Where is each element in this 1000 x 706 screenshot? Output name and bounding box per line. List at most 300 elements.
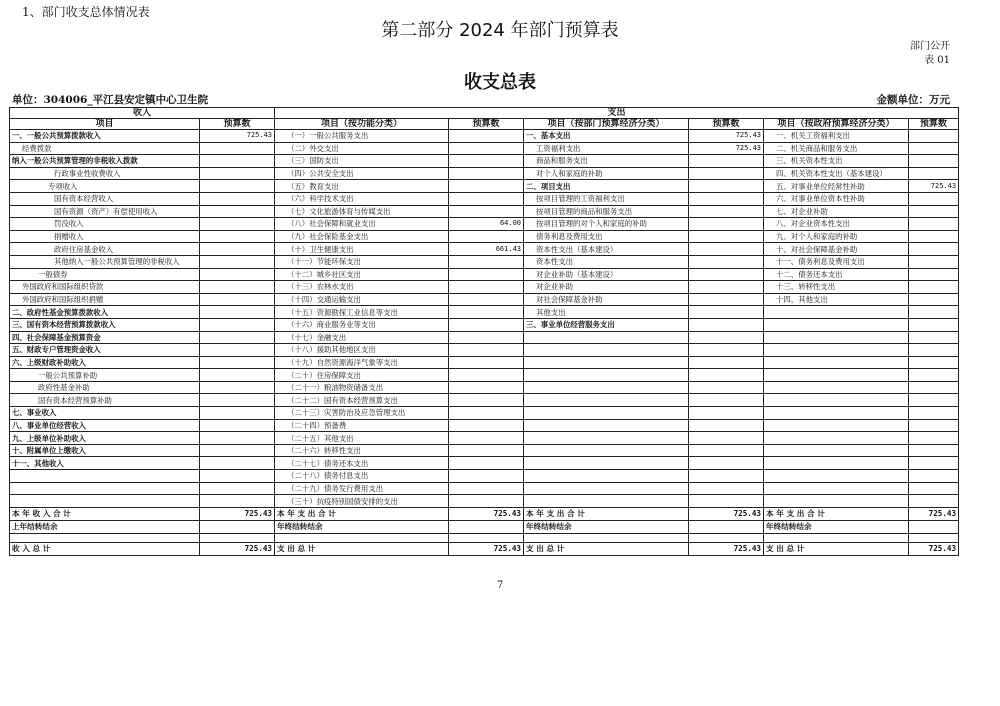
blank-cell <box>200 533 275 542</box>
gov-econ-item-cell <box>764 495 909 508</box>
part-title: 第二部分 2024 年部门预算表 <box>381 20 619 41</box>
gov-econ-amount-cell <box>909 243 959 256</box>
dept-econ-item-cell <box>524 407 689 420</box>
gov-econ-item-cell: 一、机关工资福利支出 <box>764 130 909 143</box>
dept-econ-item-cell <box>524 356 689 369</box>
summary-row <box>10 520 959 533</box>
dept-econ-amount-cell <box>689 495 764 508</box>
gov-econ-amount-cell <box>909 470 959 483</box>
func-amount-cell <box>449 142 524 155</box>
income-item-cell: 国有资本经营预算补助 <box>10 394 200 407</box>
income-amount-cell <box>200 180 275 193</box>
income-amount-cell <box>200 192 275 205</box>
grand-expense-label: 支 出 总 计 <box>524 542 689 555</box>
gov-econ-item-cell <box>764 407 909 420</box>
func-item-cell: （九）社会保险基金支出 <box>275 230 449 243</box>
gov-econ-amount-cell <box>909 482 959 495</box>
table-row <box>10 281 959 294</box>
dept-econ-amount-cell <box>689 318 764 331</box>
gov-econ-item-cell: 三、机关资本性支出 <box>764 155 909 168</box>
carry-in-label: 上年结转结余 <box>10 520 200 533</box>
func-amount-cell <box>449 381 524 394</box>
income-amount-cell <box>200 318 275 331</box>
func-amount-cell <box>449 268 524 281</box>
table-row <box>10 318 959 331</box>
expense-total-label: 本 年 支 出 合 计 <box>764 507 909 520</box>
dept-econ-amount-cell <box>689 180 764 193</box>
func-amount-cell: 64.00 <box>449 218 524 231</box>
func-amount-cell <box>449 432 524 445</box>
dept-econ-amount-cell <box>689 255 764 268</box>
func-amount-cell <box>449 230 524 243</box>
table-row <box>10 432 959 445</box>
func-amount-cell <box>449 457 524 470</box>
currency-label: 金额单位：万元 <box>876 94 950 106</box>
income-total-label: 本 年 收 入 合 计 <box>10 507 200 520</box>
func-item-cell: （十八）援助其他地区支出 <box>275 344 449 357</box>
gov-econ-amount-cell <box>909 381 959 394</box>
gov-econ-amount-cell <box>909 432 959 445</box>
summary-row <box>10 533 959 542</box>
dept-econ-item-cell <box>524 394 689 407</box>
income-amount-cell <box>200 457 275 470</box>
func-amount-cell <box>449 281 524 294</box>
income-item-cell <box>10 495 200 508</box>
income-item-cell: 专项收入 <box>10 180 200 193</box>
income-item-cell: 一般公共预算补助 <box>10 369 200 382</box>
func-item-cell: （三十）抗疫特别国债安排的支出 <box>275 495 449 508</box>
func-item-cell: （八）社会保障和就业支出 <box>275 218 449 231</box>
func-amount-cell <box>449 205 524 218</box>
func-item-cell: （二十三）灾害防治及应急管理支出 <box>275 407 449 420</box>
gov-econ-amount-cell <box>909 167 959 180</box>
func-item-cell: （二十一）粮油物资储备支出 <box>275 381 449 394</box>
table-row <box>10 230 959 243</box>
dept-econ-item-cell: 对企业补助（基本建设） <box>524 268 689 281</box>
dept-econ-amount-cell <box>689 394 764 407</box>
blank-cell <box>275 533 449 542</box>
gov-econ-amount-cell <box>909 407 959 420</box>
dept-econ-item-cell: 二、项目支出 <box>524 180 689 193</box>
table-row <box>10 243 959 256</box>
budget-summary-table <box>9 107 959 556</box>
income-amount-cell: 725.43 <box>200 130 275 143</box>
income-item-cell: 其他纳入一般公共预算管理的非税收入 <box>10 255 200 268</box>
dept-econ-amount-cell <box>689 331 764 344</box>
income-amount-cell <box>200 218 275 231</box>
income-item-cell: 政府住房基金收入 <box>10 243 200 256</box>
gov-econ-item-cell <box>764 306 909 319</box>
carry-in-value <box>200 520 275 533</box>
func-amount-cell <box>449 180 524 193</box>
income-amount-cell <box>200 482 275 495</box>
dept-econ-item-cell <box>524 419 689 432</box>
income-amount-cell <box>200 167 275 180</box>
dept-econ-amount-cell <box>689 444 764 457</box>
gov-econ-item-cell: 七、对企业补助 <box>764 205 909 218</box>
gov-econ-amount-cell <box>909 419 959 432</box>
dept-econ-amount-cell: 725.43 <box>689 142 764 155</box>
func-item-cell: （二十八）债务付息支出 <box>275 470 449 483</box>
dept-econ-amount-cell <box>689 344 764 357</box>
gov-econ-amount-cell <box>909 268 959 281</box>
func-amount-cell <box>449 470 524 483</box>
income-item-cell: 纳入一般公共预算管理的非税收入拨款 <box>10 155 200 168</box>
blank-cell <box>689 533 764 542</box>
gov-econ-amount-cell <box>909 130 959 143</box>
income-item-cell: 一般债券 <box>10 268 200 281</box>
func-item-cell: （一）一般公共服务支出 <box>275 130 449 143</box>
func-amount-cell <box>449 155 524 168</box>
gov-econ-item-cell <box>764 444 909 457</box>
gov-econ-item-cell: 二、机关商品和服务支出 <box>764 142 909 155</box>
dept-econ-amount-cell <box>689 381 764 394</box>
expense-total-value: 725.43 <box>689 507 764 520</box>
func-amount-cell <box>449 444 524 457</box>
dept-econ-item-cell: 一、基本支出 <box>524 130 689 143</box>
dept-econ-amount-cell <box>689 293 764 306</box>
gov-econ-item-cell <box>764 419 909 432</box>
func-amount-cell <box>449 356 524 369</box>
dept-econ-item-cell <box>524 381 689 394</box>
func-item-cell: （三）国防支出 <box>275 155 449 168</box>
func-item-cell: （六）科学技术支出 <box>275 192 449 205</box>
income-amount-cell <box>200 381 275 394</box>
gov-econ-item-cell: 十三、转移性支出 <box>764 281 909 294</box>
income-amount-cell <box>200 344 275 357</box>
section-note: 1、部门收支总体情况表 <box>22 5 150 19</box>
dept-econ-amount-cell <box>689 192 764 205</box>
summary-row <box>10 542 959 555</box>
gov-econ-item-cell: 九、对个人和家庭的补助 <box>764 230 909 243</box>
income-amount-cell <box>200 155 275 168</box>
expense-total-label: 本 年 支 出 合 计 <box>524 507 689 520</box>
table-row <box>10 192 959 205</box>
blank-cell <box>909 533 959 542</box>
income-total-value: 725.43 <box>200 507 275 520</box>
dept-econ-item-cell: 按项目管理的工资福利支出 <box>524 192 689 205</box>
carry-out-value <box>909 520 959 533</box>
table-row <box>10 482 959 495</box>
income-item-cell: 行政事业性收费收入 <box>10 167 200 180</box>
table-title: 收支总表 <box>464 72 536 93</box>
income-amount-cell <box>200 230 275 243</box>
table-row <box>10 218 959 231</box>
func-amount-cell <box>449 331 524 344</box>
gov-econ-item-cell: 十、对社会保障基金补助 <box>764 243 909 256</box>
dept-econ-item-cell: 对企业补助 <box>524 281 689 294</box>
gov-econ-amount-cell <box>909 331 959 344</box>
grand-income-label: 收 入 总 计 <box>10 542 200 555</box>
gov-econ-amount-cell <box>909 218 959 231</box>
gov-econ-item-cell <box>764 381 909 394</box>
income-amount-cell <box>200 306 275 319</box>
income-item-cell: 捐赠收入 <box>10 230 200 243</box>
income-amount-cell <box>200 444 275 457</box>
dept-econ-item-cell: 债务利息及费用支出 <box>524 230 689 243</box>
gov-econ-item-cell <box>764 470 909 483</box>
income-item-cell: 罚没收入 <box>10 218 200 231</box>
public-label: 部门公开 <box>910 41 950 52</box>
func-item-cell: （二）外交支出 <box>275 142 449 155</box>
dept-econ-item-cell <box>524 457 689 470</box>
gov-econ-item-cell <box>764 369 909 382</box>
table-row <box>10 293 959 306</box>
dept-econ-item-cell <box>524 331 689 344</box>
income-amount-cell <box>200 142 275 155</box>
func-item-cell: （二十六）转移性支出 <box>275 444 449 457</box>
dept-econ-item-cell <box>524 344 689 357</box>
gov-econ-amount-cell <box>909 230 959 243</box>
dept-econ-item-cell <box>524 432 689 445</box>
table-row <box>10 407 959 420</box>
table-row <box>10 167 959 180</box>
table-row <box>10 394 959 407</box>
carry-out-label: 年终结转结余 <box>275 520 449 533</box>
dept-econ-amount-cell <box>689 230 764 243</box>
table-row <box>10 142 959 155</box>
func-item-cell: （十九）自然资源海洋气象等支出 <box>275 356 449 369</box>
carry-out-value <box>449 520 524 533</box>
dept-econ-amount-cell <box>689 356 764 369</box>
func-amount-cell <box>449 306 524 319</box>
income-amount-cell <box>200 495 275 508</box>
dept-econ-item-cell: 资本性支出（基本建设） <box>524 243 689 256</box>
income-item-cell: 一、一般公共预算拨款收入 <box>10 130 200 143</box>
func-item-cell: （二十二）国有资本经营预算支出 <box>275 394 449 407</box>
income-amount-cell <box>200 293 275 306</box>
income-item-cell: 九、上级单位补助收入 <box>10 432 200 445</box>
table-row <box>10 457 959 470</box>
func-item-cell: （二十）住房保障支出 <box>275 369 449 382</box>
func-item-cell: （十四）交通运输支出 <box>275 293 449 306</box>
func-amount-cell <box>449 394 524 407</box>
func-amount-cell <box>449 407 524 420</box>
func-item-header: 项目（按功能分类） <box>275 119 449 130</box>
gov-econ-item-cell: 四、机关资本性支出（基本建设） <box>764 167 909 180</box>
func-item-cell: （二十五）其他支出 <box>275 432 449 445</box>
income-amount-cell <box>200 394 275 407</box>
income-item-cell: 经费拨款 <box>10 142 200 155</box>
func-item-cell: （十）卫生健康支出 <box>275 243 449 256</box>
income-item-cell: 十一、其他收入 <box>10 457 200 470</box>
dept-econ-item-cell <box>524 444 689 457</box>
gov-econ-amount-cell: 725.43 <box>909 180 959 193</box>
dept-econ-amount-cell <box>689 268 764 281</box>
dept-econ-item-cell: 工资福利支出 <box>524 142 689 155</box>
income-item-cell <box>10 482 200 495</box>
dept-econ-item-cell <box>524 470 689 483</box>
func-amount-cell <box>449 293 524 306</box>
gov-econ-amount-cell <box>909 281 959 294</box>
gov-econ-amount-cell <box>909 255 959 268</box>
header-row-group <box>10 108 959 119</box>
income-item-cell: 四、社会保障基金预算资金 <box>10 331 200 344</box>
dept-econ-amount-cell <box>689 457 764 470</box>
dept-econ-item-cell: 对个人和家庭的补助 <box>524 167 689 180</box>
summary-row <box>10 507 959 520</box>
dept-econ-item-cell <box>524 482 689 495</box>
income-amount-cell <box>200 369 275 382</box>
dept-econ-item-cell: 三、事业单位经营服务支出 <box>524 318 689 331</box>
table-row <box>10 369 959 382</box>
dept-econ-item-header: 项目（按部门预算经济分类） <box>524 119 689 130</box>
income-amount-cell <box>200 356 275 369</box>
gov-econ-amount-cell <box>909 457 959 470</box>
gov-econ-item-cell <box>764 482 909 495</box>
table-number: 表 01 <box>924 55 950 66</box>
func-amount-cell <box>449 255 524 268</box>
header-row-columns <box>10 119 959 130</box>
func-item-cell: （七）文化旅游体育与传媒支出 <box>275 205 449 218</box>
income-item-cell <box>10 470 200 483</box>
blank-cell <box>10 533 200 542</box>
gov-econ-amount-cell <box>909 155 959 168</box>
grand-expense-value: 725.43 <box>689 542 764 555</box>
table-row <box>10 356 959 369</box>
dept-econ-amount-cell <box>689 205 764 218</box>
func-amount-header: 预算数 <box>449 119 524 130</box>
func-item-cell: （十六）商业服务业等支出 <box>275 318 449 331</box>
income-amount-cell <box>200 407 275 420</box>
income-item-cell: 十、附属单位上缴收入 <box>10 444 200 457</box>
table-row <box>10 306 959 319</box>
func-amount-cell <box>449 344 524 357</box>
income-amount-cell <box>200 268 275 281</box>
table-row <box>10 444 959 457</box>
gov-econ-amount-cell <box>909 394 959 407</box>
dept-econ-amount-cell <box>689 470 764 483</box>
dept-econ-amount-cell <box>689 281 764 294</box>
income-item-cell: 五、财政专户管理资金收入 <box>10 344 200 357</box>
expense-header: 支出 <box>275 108 959 119</box>
income-item-cell: 七、事业收入 <box>10 407 200 420</box>
grand-income-value: 725.43 <box>200 542 275 555</box>
dept-econ-item-cell: 按项目管理的对个人和家庭的补助 <box>524 218 689 231</box>
func-item-cell: （二十四）预备费 <box>275 419 449 432</box>
func-item-cell: （十七）金融支出 <box>275 331 449 344</box>
func-amount-cell <box>449 192 524 205</box>
income-item-cell: 外国政府和国际组织贷款 <box>10 281 200 294</box>
func-amount-cell <box>449 495 524 508</box>
dept-econ-amount-cell <box>689 419 764 432</box>
expense-total-value: 725.43 <box>449 507 524 520</box>
gov-econ-amount-cell <box>909 293 959 306</box>
grand-expense-value: 725.43 <box>449 542 524 555</box>
func-amount-cell <box>449 369 524 382</box>
func-amount-cell <box>449 130 524 143</box>
dept-econ-amount-cell: 725.43 <box>689 130 764 143</box>
func-item-cell: （十一）节能环保支出 <box>275 255 449 268</box>
table-row <box>10 155 959 168</box>
dept-econ-item-cell: 按项目管理的商品和服务支出 <box>524 205 689 218</box>
income-amount-cell <box>200 281 275 294</box>
blank-cell <box>524 533 689 542</box>
gov-econ-amount-cell <box>909 344 959 357</box>
dept-econ-amount-cell <box>689 407 764 420</box>
dept-econ-amount-cell <box>689 167 764 180</box>
dept-econ-amount-cell <box>689 218 764 231</box>
gov-econ-amount-cell <box>909 495 959 508</box>
income-item-cell: 国有资源（资产）有偿使用收入 <box>10 205 200 218</box>
gov-econ-item-cell <box>764 331 909 344</box>
unit-label: 单位：304006_平江县安定镇中心卫生院 <box>12 94 209 106</box>
dept-econ-amount-cell <box>689 482 764 495</box>
func-amount-cell <box>449 318 524 331</box>
dept-econ-amount-cell <box>689 432 764 445</box>
dept-econ-amount-cell <box>689 369 764 382</box>
func-amount-cell <box>449 167 524 180</box>
func-amount-cell: 661.43 <box>449 243 524 256</box>
carry-out-value <box>689 520 764 533</box>
income-amount-cell <box>200 432 275 445</box>
expense-total-label: 本 年 支 出 合 计 <box>275 507 449 520</box>
func-item-cell: （十三）农林水支出 <box>275 281 449 294</box>
gov-econ-item-cell <box>764 344 909 357</box>
table-row <box>10 130 959 143</box>
income-item-cell: 政府性基金补助 <box>10 381 200 394</box>
expense-total-value: 725.43 <box>909 507 959 520</box>
dept-econ-item-cell <box>524 369 689 382</box>
gov-econ-amount-header: 预算数 <box>909 119 959 130</box>
gov-econ-item-cell <box>764 457 909 470</box>
gov-econ-item-cell: 六、对事业单位资本性补助 <box>764 192 909 205</box>
carry-out-label: 年终结转结余 <box>524 520 689 533</box>
income-amount-cell <box>200 331 275 344</box>
income-item-cell: 二、政府性基金预算拨款收入 <box>10 306 200 319</box>
dept-econ-amount-cell <box>689 243 764 256</box>
table-row <box>10 470 959 483</box>
blank-cell <box>764 533 909 542</box>
income-item-cell: 六、上级财政补助收入 <box>10 356 200 369</box>
blank-cell <box>449 533 524 542</box>
table-row <box>10 268 959 281</box>
income-amount-header: 预算数 <box>200 119 275 130</box>
income-item-header: 项目 <box>10 119 200 130</box>
dept-econ-item-cell <box>524 495 689 508</box>
gov-econ-amount-cell <box>909 205 959 218</box>
table-row <box>10 381 959 394</box>
dept-econ-amount-cell <box>689 306 764 319</box>
income-amount-cell <box>200 419 275 432</box>
income-amount-cell <box>200 243 275 256</box>
dept-econ-item-cell: 商品和服务支出 <box>524 155 689 168</box>
grand-expense-label: 支 出 总 计 <box>275 542 449 555</box>
table-row <box>10 495 959 508</box>
table-row <box>10 255 959 268</box>
income-item-cell: 外国政府和国际组织捐赠 <box>10 293 200 306</box>
func-item-cell: （五）教育支出 <box>275 180 449 193</box>
income-item-cell: 国有资本经营收入 <box>10 192 200 205</box>
func-amount-cell <box>449 419 524 432</box>
income-item-cell: 三、国有资本经营预算拨款收入 <box>10 318 200 331</box>
gov-econ-item-cell: 十一、债务利息及费用支出 <box>764 255 909 268</box>
income-item-cell: 八、事业单位经营收入 <box>10 419 200 432</box>
grand-expense-value: 725.43 <box>909 542 959 555</box>
gov-econ-amount-cell <box>909 142 959 155</box>
gov-econ-item-cell: 十二、债务还本支出 <box>764 268 909 281</box>
gov-econ-item-cell <box>764 318 909 331</box>
gov-econ-amount-cell <box>909 306 959 319</box>
income-amount-cell <box>200 470 275 483</box>
gov-econ-amount-cell <box>909 369 959 382</box>
gov-econ-amount-cell <box>909 356 959 369</box>
income-header: 收入 <box>10 108 275 119</box>
dept-econ-item-cell: 对社会保障基金补助 <box>524 293 689 306</box>
func-item-cell: （二十九）债务发行费用支出 <box>275 482 449 495</box>
gov-econ-item-cell: 八、对企业资本性支出 <box>764 218 909 231</box>
func-item-cell: （十二）城乡社区支出 <box>275 268 449 281</box>
